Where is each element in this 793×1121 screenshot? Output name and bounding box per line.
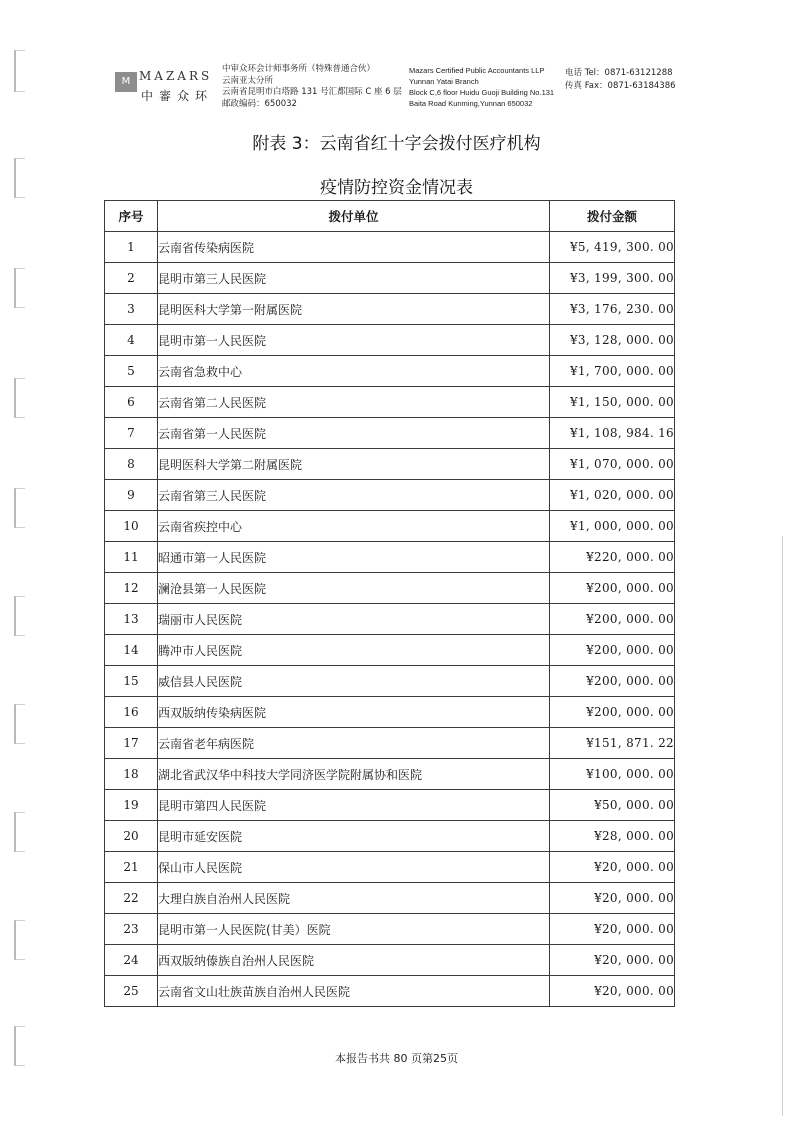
row-number: 2 <box>105 263 158 294</box>
row-number: 23 <box>105 914 158 945</box>
row-amount: ¥1, 108, 984. 16 <box>550 418 675 449</box>
firm-cn-line: 中审众环会计师事务所（特殊普通合伙） <box>222 64 376 74</box>
row-unit: 湖北省武汉华中科技大学同济医学院附属协和医院 <box>158 759 550 790</box>
logo-latin-text: MAZARS <box>139 69 213 83</box>
row-unit: 云南省疾控中心 <box>158 511 550 542</box>
row-number: 6 <box>105 387 158 418</box>
letterhead <box>115 62 675 112</box>
row-amount: ¥1, 000, 000. 00 <box>550 511 675 542</box>
table-row <box>105 976 675 1007</box>
row-unit: 昆明市第一人民医院(甘美）医院 <box>158 914 550 945</box>
table-header-row <box>105 201 675 232</box>
table-row <box>105 573 675 604</box>
firm-name-english <box>409 65 554 109</box>
row-amount: ¥20, 000. 00 <box>550 945 675 976</box>
row-number: 9 <box>105 480 158 511</box>
row-number: 5 <box>105 356 158 387</box>
scan-mark <box>14 812 25 852</box>
row-amount: ¥5, 419, 300. 00 <box>550 232 675 263</box>
scan-mark <box>14 268 25 308</box>
table-row <box>105 914 675 945</box>
row-amount: ¥20, 000. 00 <box>550 852 675 883</box>
row-number: 19 <box>105 790 158 821</box>
row-number: 8 <box>105 449 158 480</box>
row-amount: ¥1, 700, 000. 00 <box>550 356 675 387</box>
table-row <box>105 294 675 325</box>
row-unit: 保山市人民医院 <box>158 852 550 883</box>
row-amount: ¥151, 871. 22 <box>550 728 675 759</box>
table-row <box>105 883 675 914</box>
table-row <box>105 542 675 573</box>
page-footer: 本报告书共 80 页第25页 <box>335 1052 458 1065</box>
firm-en-line: Mazars Certified Public Accountants LLP <box>409 66 545 75</box>
contact-info <box>565 67 676 93</box>
row-number: 17 <box>105 728 158 759</box>
row-amount: ¥1, 020, 000. 00 <box>550 480 675 511</box>
page-subtitle: 疫情防控资金情况表 <box>320 178 473 198</box>
table-row <box>105 232 675 263</box>
row-number: 10 <box>105 511 158 542</box>
row-unit: 昆明市第四人民医院 <box>158 790 550 821</box>
table-row <box>105 728 675 759</box>
firm-cn-line: 邮政编码：650032 <box>222 98 297 109</box>
row-amount: ¥220, 000. 00 <box>550 542 675 573</box>
row-unit: 云南省老年病医院 <box>158 728 550 759</box>
row-number: 14 <box>105 635 158 666</box>
firm-en-line: Yunnan Yatai Branch <box>409 77 479 86</box>
row-unit: 大理白族自治州人民医院 <box>158 883 550 914</box>
column-header-unit: 拨付单位 <box>158 201 550 232</box>
table-row <box>105 511 675 542</box>
row-unit: 云南省第三人民医院 <box>158 480 550 511</box>
table-row <box>105 604 675 635</box>
row-amount: ¥1, 150, 000. 00 <box>550 387 675 418</box>
row-number: 15 <box>105 666 158 697</box>
row-unit: 西双版纳傣族自治州人民医院 <box>158 945 550 976</box>
column-header-amount: 拨付金额 <box>550 201 675 232</box>
table-row <box>105 356 675 387</box>
row-unit: 昆明市第一人民医院 <box>158 325 550 356</box>
column-header-no: 序号 <box>105 201 158 232</box>
funds-table <box>104 200 675 1007</box>
row-amount: ¥200, 000. 00 <box>550 604 675 635</box>
scan-mark <box>14 920 25 960</box>
table-row <box>105 325 675 356</box>
row-number: 13 <box>105 604 158 635</box>
table-row <box>105 697 675 728</box>
row-number: 20 <box>105 821 158 852</box>
row-amount: ¥1, 070, 000. 00 <box>550 449 675 480</box>
table-row <box>105 263 675 294</box>
row-unit: 昆明医科大学第二附属医院 <box>158 449 550 480</box>
row-amount: ¥20, 000. 00 <box>550 914 675 945</box>
row-unit: 澜沧县第一人民医院 <box>158 573 550 604</box>
firm-en-line: Baita Road Kunming,Yunnan 650032 <box>409 99 533 108</box>
scan-mark <box>14 488 25 528</box>
row-unit: 西双版纳传染病医院 <box>158 697 550 728</box>
row-unit: 云南省第一人民医院 <box>158 418 550 449</box>
row-amount: ¥3, 176, 230. 00 <box>550 294 675 325</box>
firm-name-chinese <box>222 64 402 110</box>
row-amount: ¥200, 000. 00 <box>550 573 675 604</box>
row-unit: 云南省传染病医院 <box>158 232 550 263</box>
row-amount: ¥20, 000. 00 <box>550 976 675 1007</box>
row-unit: 瑞丽市人民医院 <box>158 604 550 635</box>
table-row <box>105 790 675 821</box>
row-unit: 云南省文山壮族苗族自治州人民医院 <box>158 976 550 1007</box>
row-amount: ¥200, 000. 00 <box>550 635 675 666</box>
page-title: 附表 3：云南省红十字会拨付医疗机构 <box>252 134 541 154</box>
row-unit: 昆明医科大学第一附属医院 <box>158 294 550 325</box>
row-number: 24 <box>105 945 158 976</box>
table-row <box>105 821 675 852</box>
scan-mark <box>14 50 25 92</box>
logo-chinese-text: 中審众环 <box>141 89 214 103</box>
row-number: 1 <box>105 232 158 263</box>
row-unit: 云南省急救中心 <box>158 356 550 387</box>
row-unit: 昆明市第三人民医院 <box>158 263 550 294</box>
table-row <box>105 387 675 418</box>
firm-cn-line: 云南亚太分所 <box>222 75 274 86</box>
scan-mark <box>14 704 25 744</box>
row-unit: 昭通市第一人民医院 <box>158 542 550 573</box>
row-number: 4 <box>105 325 158 356</box>
row-amount: ¥20, 000. 00 <box>550 883 675 914</box>
row-unit: 云南省第二人民医院 <box>158 387 550 418</box>
telephone: 电话 Tel：0871-63121288 <box>565 68 673 78</box>
row-amount: ¥50, 000. 00 <box>550 790 675 821</box>
row-number: 11 <box>105 542 158 573</box>
table-row <box>105 480 675 511</box>
firm-en-line: Block C,6 floor Huidu Guoji Building No.131 <box>409 88 555 97</box>
scan-mark <box>14 378 25 418</box>
row-number: 21 <box>105 852 158 883</box>
fax: 传真 Fax：0871-63184386 <box>565 81 676 91</box>
row-number: 16 <box>105 697 158 728</box>
row-number: 22 <box>105 883 158 914</box>
row-amount: ¥100, 000. 00 <box>550 759 675 790</box>
table-row <box>105 945 675 976</box>
row-amount: ¥3, 128, 000. 00 <box>550 325 675 356</box>
row-unit: 昆明市延安医院 <box>158 821 550 852</box>
row-number: 7 <box>105 418 158 449</box>
table-row <box>105 666 675 697</box>
firm-cn-line: 云南省昆明市白塔路 131 号汇都国际 C 座 6 层 <box>222 87 402 97</box>
scan-mark-right <box>782 536 783 1116</box>
row-number: 18 <box>105 759 158 790</box>
row-amount: ¥200, 000. 00 <box>550 697 675 728</box>
mazars-logo-icon: M <box>115 72 137 92</box>
row-number: 3 <box>105 294 158 325</box>
row-unit: 威信县人民医院 <box>158 666 550 697</box>
row-amount: ¥3, 199, 300. 00 <box>550 263 675 294</box>
table-row <box>105 418 675 449</box>
table-row <box>105 759 675 790</box>
table-row <box>105 852 675 883</box>
row-amount: ¥28, 000. 00 <box>550 821 675 852</box>
row-amount: ¥200, 000. 00 <box>550 666 675 697</box>
scan-mark <box>14 596 25 636</box>
row-number: 12 <box>105 573 158 604</box>
table-row <box>105 635 675 666</box>
table-row <box>105 449 675 480</box>
row-number: 25 <box>105 976 158 1007</box>
row-unit: 腾冲市人民医院 <box>158 635 550 666</box>
